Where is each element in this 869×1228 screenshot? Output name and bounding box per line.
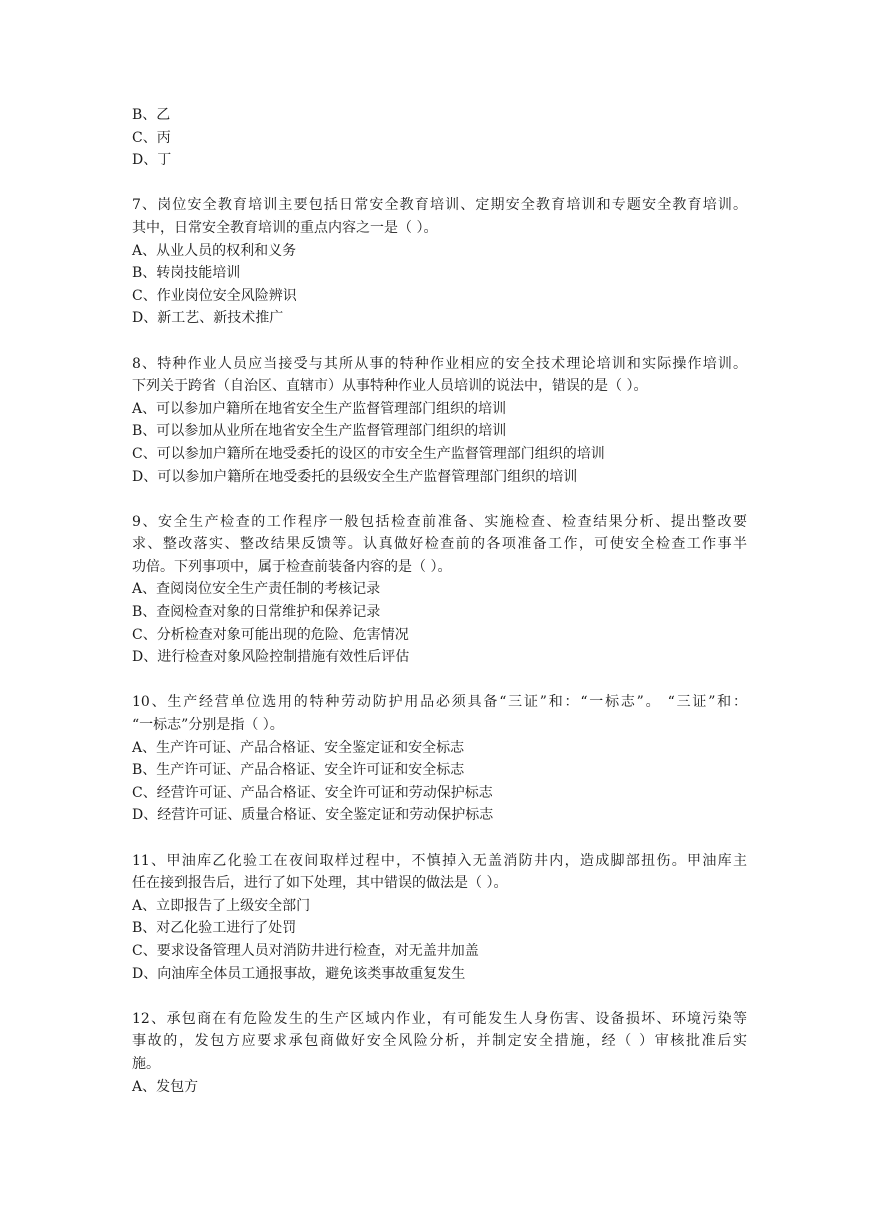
stem-line: 下列关于跨省（自治区、直辖市）从事特种作业人员培训的说法中，错误的是（ ）。 <box>132 378 648 395</box>
question-11 <box>132 850 747 986</box>
option-d: D、进行检查对象风险控制措施有效性后评估 <box>132 649 410 666</box>
option-d: D、丁 <box>132 152 172 169</box>
stem-line: 9、安全生产检查的工作程序一般包括检查前准备、实施检查、检查结果分析、提出整改要 <box>132 513 747 530</box>
document-body <box>132 104 747 1098</box>
option-a: A、发包方 <box>132 1078 199 1095</box>
option-d: D、向油库全体员工通报事故，避免该类事故重复发生 <box>132 965 466 982</box>
option-d: D、经营许可证、质量合格证、安全鉴定证和劳动保护标志 <box>132 807 494 824</box>
option-a: A、可以参加户籍所在地省安全生产监督管理部门组织的培训 <box>132 400 507 417</box>
question-6-options-tail <box>132 104 747 172</box>
option-c: C、作业岗位安全风险辨识 <box>132 287 297 304</box>
question-stem <box>132 1008 747 1076</box>
stem-line: 10、生产经营单位选用的特种劳动防护用品必须具备“三证”和：“一标志”。 “三证”和： <box>132 694 747 711</box>
option-b: B、查阅检查对象的日常维护和保养记录 <box>132 604 381 621</box>
stem-line: 求、整改落实、整改结果反馈等。认真做好检查前的各项准备工作，可使安全检查工作事半 <box>132 536 747 553</box>
option-a: A、生产许可证、产品合格证、安全鉴定证和安全标志 <box>132 739 465 756</box>
option-c: C、分析检查对象可能出现的危险、危害情况 <box>132 626 409 643</box>
option-c: C、经营许可证、产品合格证、安全许可证和劳动保护标志 <box>132 784 493 801</box>
option-c: C、可以参加户籍所在地受委托的设区的市安全生产监督管理部门组织的培训 <box>132 445 605 462</box>
question-8 <box>132 353 747 489</box>
question-stem <box>132 511 747 579</box>
option-a: A、查阅岗位安全生产责任制的考核记录 <box>132 581 381 598</box>
question-10 <box>132 691 747 827</box>
option-d: D、可以参加户籍所在地受委托的县级安全生产监督管理部门组织的培训 <box>132 468 578 485</box>
question-stem <box>132 850 747 895</box>
option-b: B、转岗技能培训 <box>132 265 241 282</box>
stem-line: 7、岗位安全教育培训主要包括日常安全教育培训、定期安全教育培训和专题安全教育培训。 <box>132 197 747 214</box>
question-stem <box>132 194 747 239</box>
question-stem <box>132 353 747 398</box>
option-a: A、立即报告了上级安全部门 <box>132 897 311 914</box>
question-7 <box>132 194 747 330</box>
option-c: C、丙 <box>132 129 171 146</box>
stem-line: 事故的，发包方应要求承包商做好安全风险分析，并制定安全措施，经（ ）审核批准后实 <box>132 1033 747 1050</box>
option-d: D、新工艺、新技术推广 <box>132 310 284 327</box>
option-b: B、可以参加从业所在地省安全生产监督管理部门组织的培训 <box>132 423 507 440</box>
stem-line: 其中，日常安全教育培训的重点内容之一是（ ）。 <box>132 219 438 236</box>
option-b: B、生产许可证、产品合格证、安全许可证和安全标志 <box>132 762 465 779</box>
stem-line: 8、特种作业人员应当接受与其所从事的特种作业相应的安全技术理论培训和实际操作培训。 <box>132 355 747 372</box>
question-9 <box>132 511 747 669</box>
option-a: A、从业人员的权利和义务 <box>132 242 297 259</box>
option-c: C、要求设备管理人员对消防井进行检查，对无盖井加盖 <box>132 942 479 959</box>
stem-line: 施。 <box>132 1055 160 1072</box>
stem-line: 任在接到报告后，进行了如下处理，其中错误的做法是（ ）。 <box>132 875 508 892</box>
stem-line: 功倍。下列事项中，属于检查前装备内容的是（ ）。 <box>132 558 452 575</box>
question-12 <box>132 1008 747 1098</box>
stem-line: 12、承包商在有危险发生的生产区域内作业，有可能发生人身伤害、设备损坏、环境污染等 <box>132 1010 747 1027</box>
option-b: B、对乙化验工进行了处罚 <box>132 920 297 937</box>
option-b: B、乙 <box>132 107 171 123</box>
stem-line: 11、甲油库乙化验工在夜间取样过程中，不慎掉入无盖消防井内，造成脚部扭伤。甲油库主 <box>132 852 747 869</box>
question-stem <box>132 691 747 736</box>
stem-line: “一标志”分别是指（ ）。 <box>132 717 284 734</box>
